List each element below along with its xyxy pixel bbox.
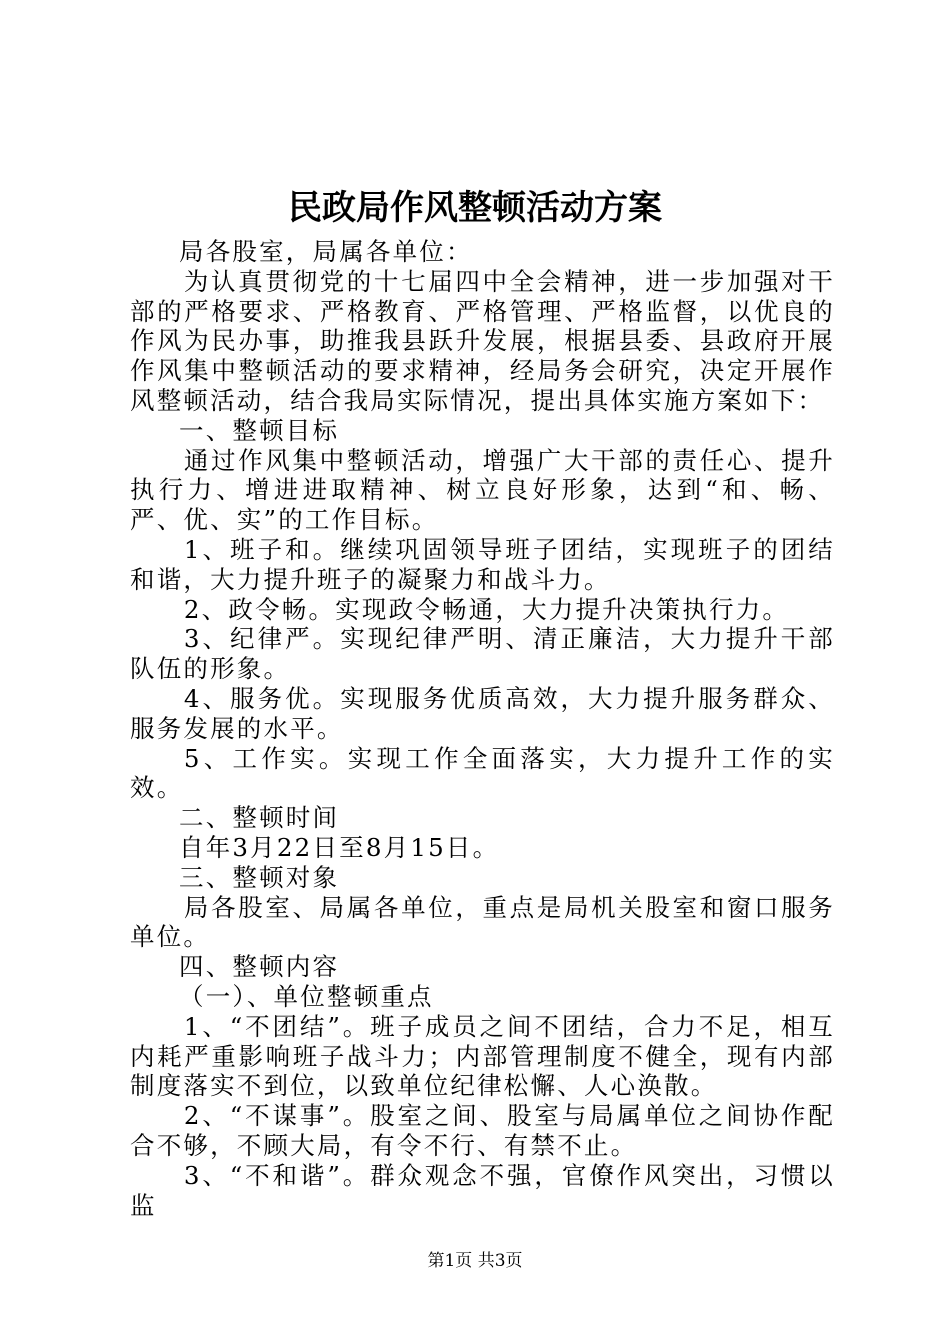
section-heading-goals: 一、整顿目标 <box>179 415 340 445</box>
salutation-paragraph: 局各股室，局属各单位： <box>179 237 473 266</box>
goal-item-1: 1、班子和。继续巩固领导班子团结，实现班子的团结和谐，大力提升班子的凝聚力和战斗力。 <box>130 534 835 594</box>
goal-item-4: 4、服务优。实现服务优质高效，大力提升服务群众、服务发展的水平。 <box>130 683 835 743</box>
goal-item-5: 5、工作实。实现工作全面落实，大力提升工作的实效。 <box>130 743 835 803</box>
goals-paragraph: 通过作风集中整顿活动，增强广大干部的责任心、提升执行力、增进进取精神、树立良好形象，达到“和、畅、严、优、实”的工作目标。 <box>130 445 835 535</box>
document-title: 民政局作风整顿活动方案 <box>288 188 662 228</box>
goal-item-3: 3、纪律严。实现纪律严明、清正廉洁，大力提升干部队伍的形象。 <box>130 624 835 684</box>
document-body <box>130 237 835 1220</box>
time-paragraph: 自年3月22日至8月15日。 <box>179 832 500 862</box>
goal-item-2: 2、政令畅。实现政令畅通，大力提升决策执行力。 <box>183 594 790 624</box>
section-heading-content: 四、整顿内容 <box>179 952 340 982</box>
intro-paragraph: 为认真贯彻党的十七届四中全会精神，进一步加强对干部的严格要求、严格教育、严格管理、严格监督，以优良的作风为民办事，助推我县跃升发展，根据县委、县政府开展作风集中整顿活动的要求精神，经局务会研究，决定开展作风整顿活动，结合我局实际情况，提出具体实施方案如下： <box>130 266 835 415</box>
content-item-1: 1、“不团结”。班子成员之间不团结，合力不足，相互内耗严重影响班子战斗力；内部管理制度不健全，现有内部制度落实不到位，以致单位纪律松懈、人心涣散。 <box>130 1011 835 1101</box>
section-heading-time: 二、整顿时间 <box>179 803 340 833</box>
targets-paragraph: 局各股室、局属各单位，重点是局机关股室和窗口服务单位。 <box>130 892 835 952</box>
content-item-2: 2、“不谋事”。股室之间、股室与局属单位之间协作配合不够，不顾大局，有令不行、有禁不止。 <box>130 1101 835 1160</box>
section-heading-targets: 三、整顿对象 <box>179 862 340 892</box>
content-item-3: 3、“不和谐”。群众观念不强，官僚作风突出，习惯以监 <box>130 1160 835 1220</box>
subsection-heading-unit-focus: （一）、单位整顿重点 <box>179 981 434 1011</box>
page-footer: 第1页 共3页 <box>427 1251 523 1271</box>
